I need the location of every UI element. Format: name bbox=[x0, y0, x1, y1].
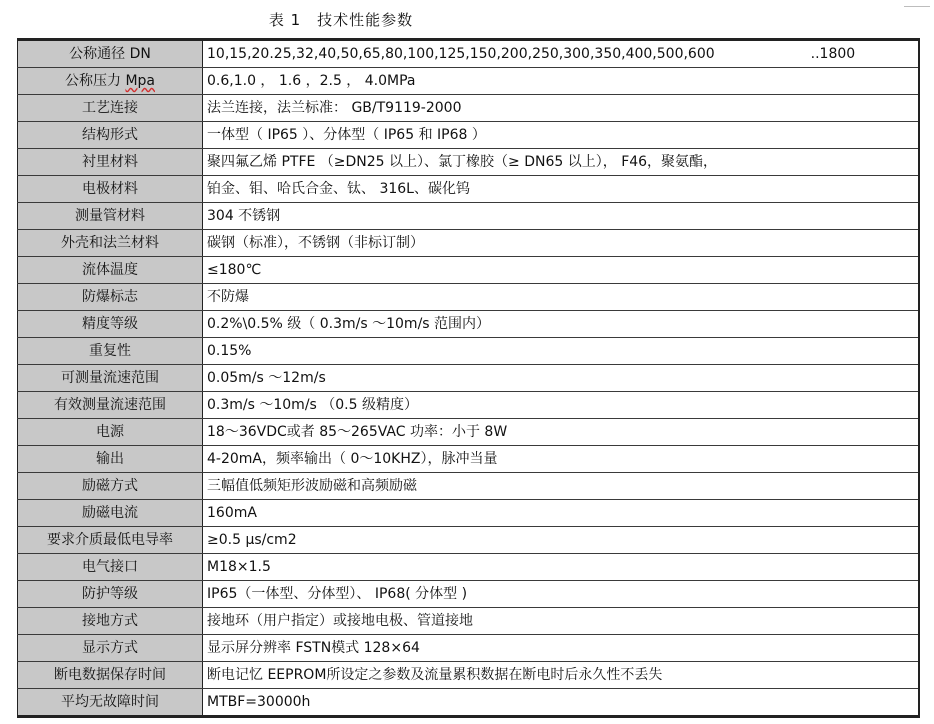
row-label: 测量管材料 bbox=[18, 203, 203, 230]
table-row bbox=[18, 554, 920, 581]
row-value: 一体型（ IP65 ）、分体型（ IP65 和 IP68 ） bbox=[203, 122, 920, 149]
table-row bbox=[18, 662, 920, 689]
row-value-nominal-diameter: 10,15,20.25,32,40,50,65,80,100,125,150,200,250,300,350,400,500,600 ..1800 bbox=[203, 40, 920, 68]
row-value: ≥0.5 μs/cm2 bbox=[203, 527, 920, 554]
row-value: 法兰连接，法兰标准： GB/T9119-2000 bbox=[203, 95, 920, 122]
table-row bbox=[18, 149, 920, 176]
row-label: 输出 bbox=[18, 446, 203, 473]
row-value: 0.15% bbox=[203, 338, 920, 365]
row-value: 0.05m/s ～12m/s bbox=[203, 365, 920, 392]
table-row bbox=[18, 446, 920, 473]
row-value: 三幅值低频矩形波励磁和高频励磁 bbox=[203, 473, 920, 500]
row-value: 0.3m/s ～10m/s （0.5 级精度） bbox=[203, 392, 920, 419]
row-label: 励磁方式 bbox=[18, 473, 203, 500]
table-row bbox=[18, 527, 920, 554]
row-value-extra: ..1800 bbox=[810, 46, 856, 62]
row-label: 防护等级 bbox=[18, 581, 203, 608]
table-row bbox=[18, 176, 920, 203]
row-label: 精度等级 bbox=[18, 311, 203, 338]
corner-mark bbox=[904, 6, 930, 7]
row-label: 励磁电流 bbox=[18, 500, 203, 527]
table-row bbox=[18, 365, 920, 392]
row-value: 304 不锈钢 bbox=[203, 203, 920, 230]
row-label: 防爆标志 bbox=[18, 284, 203, 311]
spec-table bbox=[17, 38, 920, 718]
table-row bbox=[18, 95, 920, 122]
table-row bbox=[18, 392, 920, 419]
row-label: 电源 bbox=[18, 419, 203, 446]
row-label: 结构形式 bbox=[18, 122, 203, 149]
row-value: 聚四氟乙烯 PTFE （≥DN25 以上）、氯丁橡胶（≥ DN65 以上）， F46，聚氨酯， bbox=[203, 149, 920, 176]
row-value-nominal-pressure: 0.6,1.0 ， 1.6 ，2.5 ， 4.0MPa bbox=[203, 68, 920, 95]
table-row bbox=[18, 608, 920, 635]
table-row bbox=[18, 311, 920, 338]
row-label: 断电数据保存时间 bbox=[18, 662, 203, 689]
table-row bbox=[18, 419, 920, 446]
table-row bbox=[18, 635, 920, 662]
row-value: 4-20mA，频率输出（ 0～10KHZ），脉冲当量 bbox=[203, 446, 920, 473]
row-label: 工艺连接 bbox=[18, 95, 203, 122]
row-value: ≤180℃ bbox=[203, 257, 920, 284]
row-label: 外壳和法兰材料 bbox=[18, 230, 203, 257]
table-row bbox=[18, 203, 920, 230]
row-value: 不防爆 bbox=[203, 284, 920, 311]
row-label: 可测量流速范围 bbox=[18, 365, 203, 392]
table-row bbox=[18, 230, 920, 257]
table-row bbox=[18, 257, 920, 284]
table-row bbox=[18, 40, 920, 68]
unit-mpa: Mpa bbox=[125, 73, 155, 89]
row-label-nominal-pressure: 公称压力 Mpa bbox=[18, 68, 203, 95]
table-row bbox=[18, 68, 920, 95]
row-value: 160mA bbox=[203, 500, 920, 527]
row-value: MTBF=30000h bbox=[203, 689, 920, 717]
row-label: 有效测量流速范围 bbox=[18, 392, 203, 419]
row-value: 接地环（用户指定）或接地电极、管道接地 bbox=[203, 608, 920, 635]
table-row bbox=[18, 473, 920, 500]
row-value: 0.2%\0.5% 级（ 0.3m/s ～10m/s 范围内） bbox=[203, 311, 920, 338]
table-row bbox=[18, 284, 920, 311]
table-row bbox=[18, 122, 920, 149]
row-label: 电气接口 bbox=[18, 554, 203, 581]
table-row bbox=[18, 581, 920, 608]
row-label: 流体温度 bbox=[18, 257, 203, 284]
table-row bbox=[18, 500, 920, 527]
row-value: 铂金、钼、哈氏合金、钛、 316L、碳化钨 bbox=[203, 176, 920, 203]
row-label: 电极材料 bbox=[18, 176, 203, 203]
row-label: 重复性 bbox=[18, 338, 203, 365]
row-label: 平均无故障时间 bbox=[18, 689, 203, 717]
row-value: 断电记忆 EEPROM所设定之参数及流量累积数据在断电时后永久性不丢失 bbox=[203, 662, 920, 689]
row-label: 衬里材料 bbox=[18, 149, 203, 176]
row-label-nominal-diameter: 公称通径 DN bbox=[18, 40, 203, 68]
table-row bbox=[18, 689, 920, 717]
row-value: IP65（一体型、分体型）、 IP68( 分体型 ) bbox=[203, 581, 920, 608]
row-value: 显示屏分辨率 FSTN模式 128×64 bbox=[203, 635, 920, 662]
row-label: 接地方式 bbox=[18, 608, 203, 635]
table-row bbox=[18, 338, 920, 365]
row-value: M18×1.5 bbox=[203, 554, 920, 581]
table-caption: 表 1 技术性能参数 bbox=[268, 11, 414, 29]
row-value: 碳钢（标准），不锈钢（非标订制） bbox=[203, 230, 920, 257]
row-label: 显示方式 bbox=[18, 635, 203, 662]
row-label: 要求介质最低电导率 bbox=[18, 527, 203, 554]
row-value: 18～36VDC或者 85～265VAC 功率：小于 8W bbox=[203, 419, 920, 446]
